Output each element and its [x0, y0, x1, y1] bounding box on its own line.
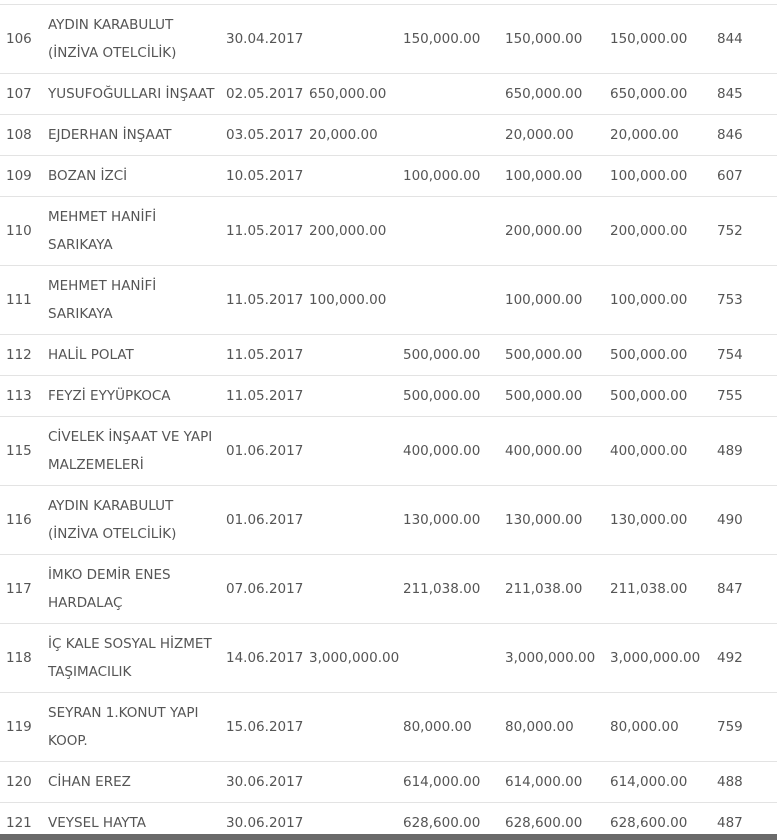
amount-col-2: 628,600.00	[403, 815, 481, 831]
company-name-line: SEYRAN 1.KONUT YAPI	[48, 705, 199, 721]
table-row	[0, 155, 777, 196]
amount-col-3: 150,000.00	[505, 31, 583, 47]
company-name	[48, 266, 220, 334]
amount-col-1	[309, 555, 401, 623]
amount-col-3: 650,000.00	[505, 86, 583, 102]
row-number: 112	[6, 347, 32, 363]
company-name	[48, 335, 220, 375]
amount-col-2	[403, 624, 503, 692]
company-name-line: CİHAN EREZ	[48, 774, 131, 790]
amount-col-4: 3,000,000.00	[610, 650, 701, 666]
date: 11.05.2017	[226, 388, 304, 404]
reference-number: 755	[717, 388, 743, 404]
amount-col-2: 211,038.00	[403, 581, 481, 597]
table-row	[0, 554, 777, 623]
table-row	[0, 485, 777, 554]
company-name	[48, 693, 220, 761]
reference-number: 490	[717, 512, 743, 528]
table-row	[0, 114, 777, 155]
company-name-line: İÇ KALE SOSYAL HİZMET	[48, 636, 212, 652]
amount-col-4: 500,000.00	[610, 347, 688, 363]
row-number: 121	[6, 815, 32, 831]
company-name	[48, 115, 220, 155]
company-name-line: BOZAN İZCİ	[48, 168, 128, 184]
amount-col-4: 130,000.00	[610, 512, 688, 528]
date: 15.06.2017	[226, 719, 304, 735]
company-name-line: EJDERHAN İNŞAAT	[48, 127, 172, 143]
amount-col-4: 211,038.00	[610, 581, 688, 597]
amount-col-4: 500,000.00	[610, 388, 688, 404]
amount-col-3: 400,000.00	[505, 443, 583, 459]
company-name-line: SARIKAYA	[48, 306, 113, 322]
reference-number: 754	[717, 347, 743, 363]
amount-col-2: 150,000.00	[403, 31, 481, 47]
table-row	[0, 265, 777, 334]
amount-col-2: 614,000.00	[403, 774, 481, 790]
amount-col-2: 500,000.00	[403, 388, 481, 404]
amount-col-1	[309, 156, 401, 196]
row-number: 108	[6, 127, 32, 143]
row-number: 111	[6, 292, 32, 308]
date: 07.06.2017	[226, 581, 304, 597]
amount-col-2	[403, 266, 503, 334]
company-name	[48, 197, 220, 265]
row-number: 120	[6, 774, 32, 790]
amount-col-3: 100,000.00	[505, 168, 583, 184]
amount-col-3: 130,000.00	[505, 512, 583, 528]
company-name-line: (İNZİVA OTELCİLİK)	[48, 45, 177, 61]
amount-col-4: 150,000.00	[610, 31, 688, 47]
reference-number: 607	[717, 168, 743, 184]
company-name-line: AYDIN KARABULUT	[48, 498, 174, 514]
reference-number: 488	[717, 774, 743, 790]
reference-number: 492	[717, 650, 743, 666]
company-name-line: TAŞIMACILIK	[48, 664, 132, 680]
reference-number: 487	[717, 815, 743, 831]
row-number: 113	[6, 388, 32, 404]
amount-col-2	[403, 115, 503, 155]
amount-col-3: 100,000.00	[505, 292, 583, 308]
date: 10.05.2017	[226, 168, 304, 184]
table-row	[0, 334, 777, 375]
amount-col-3: 628,600.00	[505, 815, 583, 831]
row-number: 119	[6, 719, 32, 735]
company-name-line: FEYZİ EYYÜPKOCA	[48, 388, 171, 404]
company-name-line: İMKO DEMİR ENES	[48, 567, 171, 583]
company-name	[48, 417, 220, 485]
company-name-line: KOOP.	[48, 733, 88, 749]
table-row	[0, 375, 777, 416]
reference-number: 753	[717, 292, 743, 308]
row-number: 107	[6, 86, 32, 102]
reference-number: 759	[717, 719, 743, 735]
company-name-line: (İNZİVA OTELCİLİK)	[48, 526, 177, 542]
amount-col-4: 400,000.00	[610, 443, 688, 459]
amount-col-1	[309, 762, 401, 802]
row-number: 118	[6, 650, 32, 666]
amount-col-3: 614,000.00	[505, 774, 583, 790]
amount-col-4: 650,000.00	[610, 86, 688, 102]
company-name-line: AYDIN KARABULUT	[48, 17, 174, 33]
row-number: 110	[6, 223, 32, 239]
amount-col-1: 3,000,000.00	[309, 650, 400, 666]
amount-col-1	[309, 5, 401, 73]
date: 03.05.2017	[226, 127, 304, 143]
amount-col-3: 80,000.00	[505, 719, 574, 735]
reference-number: 489	[717, 443, 743, 459]
date: 11.05.2017	[226, 223, 304, 239]
amount-col-3: 500,000.00	[505, 388, 583, 404]
company-name-line: MEHMET HANİFİ	[48, 278, 157, 294]
company-name	[48, 624, 220, 692]
date: 30.06.2017	[226, 774, 304, 790]
amount-col-4: 100,000.00	[610, 168, 688, 184]
company-name-line: HALİL POLAT	[48, 347, 134, 363]
amount-col-1	[309, 693, 401, 761]
table-row	[0, 416, 777, 485]
date: 01.06.2017	[226, 443, 304, 459]
date: 11.05.2017	[226, 347, 304, 363]
date: 30.06.2017	[226, 815, 304, 831]
reference-number: 847	[717, 581, 743, 597]
amount-col-4: 628,600.00	[610, 815, 688, 831]
company-name	[48, 762, 220, 802]
date: 01.06.2017	[226, 512, 304, 528]
amount-col-1	[309, 417, 401, 485]
amount-col-2: 100,000.00	[403, 168, 481, 184]
amount-col-1	[309, 486, 401, 554]
company-name	[48, 486, 220, 554]
amount-col-4: 20,000.00	[610, 127, 679, 143]
row-number: 116	[6, 512, 32, 528]
amount-col-3: 500,000.00	[505, 347, 583, 363]
amount-col-2	[403, 74, 503, 114]
company-name-line: MEHMET HANİFİ	[48, 209, 157, 225]
amount-col-4: 200,000.00	[610, 223, 688, 239]
amount-col-4: 80,000.00	[610, 719, 679, 735]
amount-col-3: 200,000.00	[505, 223, 583, 239]
amount-col-2: 400,000.00	[403, 443, 481, 459]
table-row	[0, 4, 777, 73]
company-name	[48, 74, 220, 114]
amount-col-2: 500,000.00	[403, 347, 481, 363]
company-name-line: YUSUFOĞULLARI İNŞAAT	[48, 86, 215, 102]
amount-col-3: 211,038.00	[505, 581, 583, 597]
row-number: 106	[6, 31, 32, 47]
company-name-line: CİVELEK İNŞAAT VE YAPI	[48, 429, 213, 445]
company-name-line: VEYSEL HAYTA	[48, 815, 146, 831]
company-name-line: HARDALAÇ	[48, 595, 123, 611]
reference-number: 752	[717, 223, 743, 239]
bottom-scrollbar[interactable]	[0, 834, 777, 840]
reference-number: 846	[717, 127, 743, 143]
amount-col-3: 20,000.00	[505, 127, 574, 143]
amount-col-4: 614,000.00	[610, 774, 688, 790]
table-row	[0, 761, 777, 802]
table-row	[0, 623, 777, 692]
date: 30.04.2017	[226, 31, 304, 47]
row-number: 115	[6, 443, 32, 459]
company-name	[48, 5, 220, 73]
amount-col-1	[309, 335, 401, 375]
amount-col-1: 100,000.00	[309, 292, 387, 308]
company-name	[48, 555, 220, 623]
amount-col-2: 130,000.00	[403, 512, 481, 528]
amount-col-2	[403, 197, 503, 265]
date: 11.05.2017	[226, 292, 304, 308]
reference-number: 845	[717, 86, 743, 102]
company-name-line: SARIKAYA	[48, 237, 113, 253]
date: 14.06.2017	[226, 650, 304, 666]
amount-col-1: 20,000.00	[309, 127, 378, 143]
amount-col-1: 200,000.00	[309, 223, 387, 239]
company-name	[48, 376, 220, 416]
table-row	[0, 196, 777, 265]
amount-col-1	[309, 376, 401, 416]
row-number: 109	[6, 168, 32, 184]
amount-col-1: 650,000.00	[309, 86, 387, 102]
table-row	[0, 73, 777, 114]
table-row	[0, 692, 777, 761]
date: 02.05.2017	[226, 86, 304, 102]
company-name	[48, 156, 220, 196]
row-number: 117	[6, 581, 32, 597]
amount-col-4: 100,000.00	[610, 292, 688, 308]
company-name-line: MALZEMELERİ	[48, 457, 144, 473]
amount-col-2: 80,000.00	[403, 719, 472, 735]
reference-number: 844	[717, 31, 743, 47]
amount-col-3: 3,000,000.00	[505, 650, 596, 666]
